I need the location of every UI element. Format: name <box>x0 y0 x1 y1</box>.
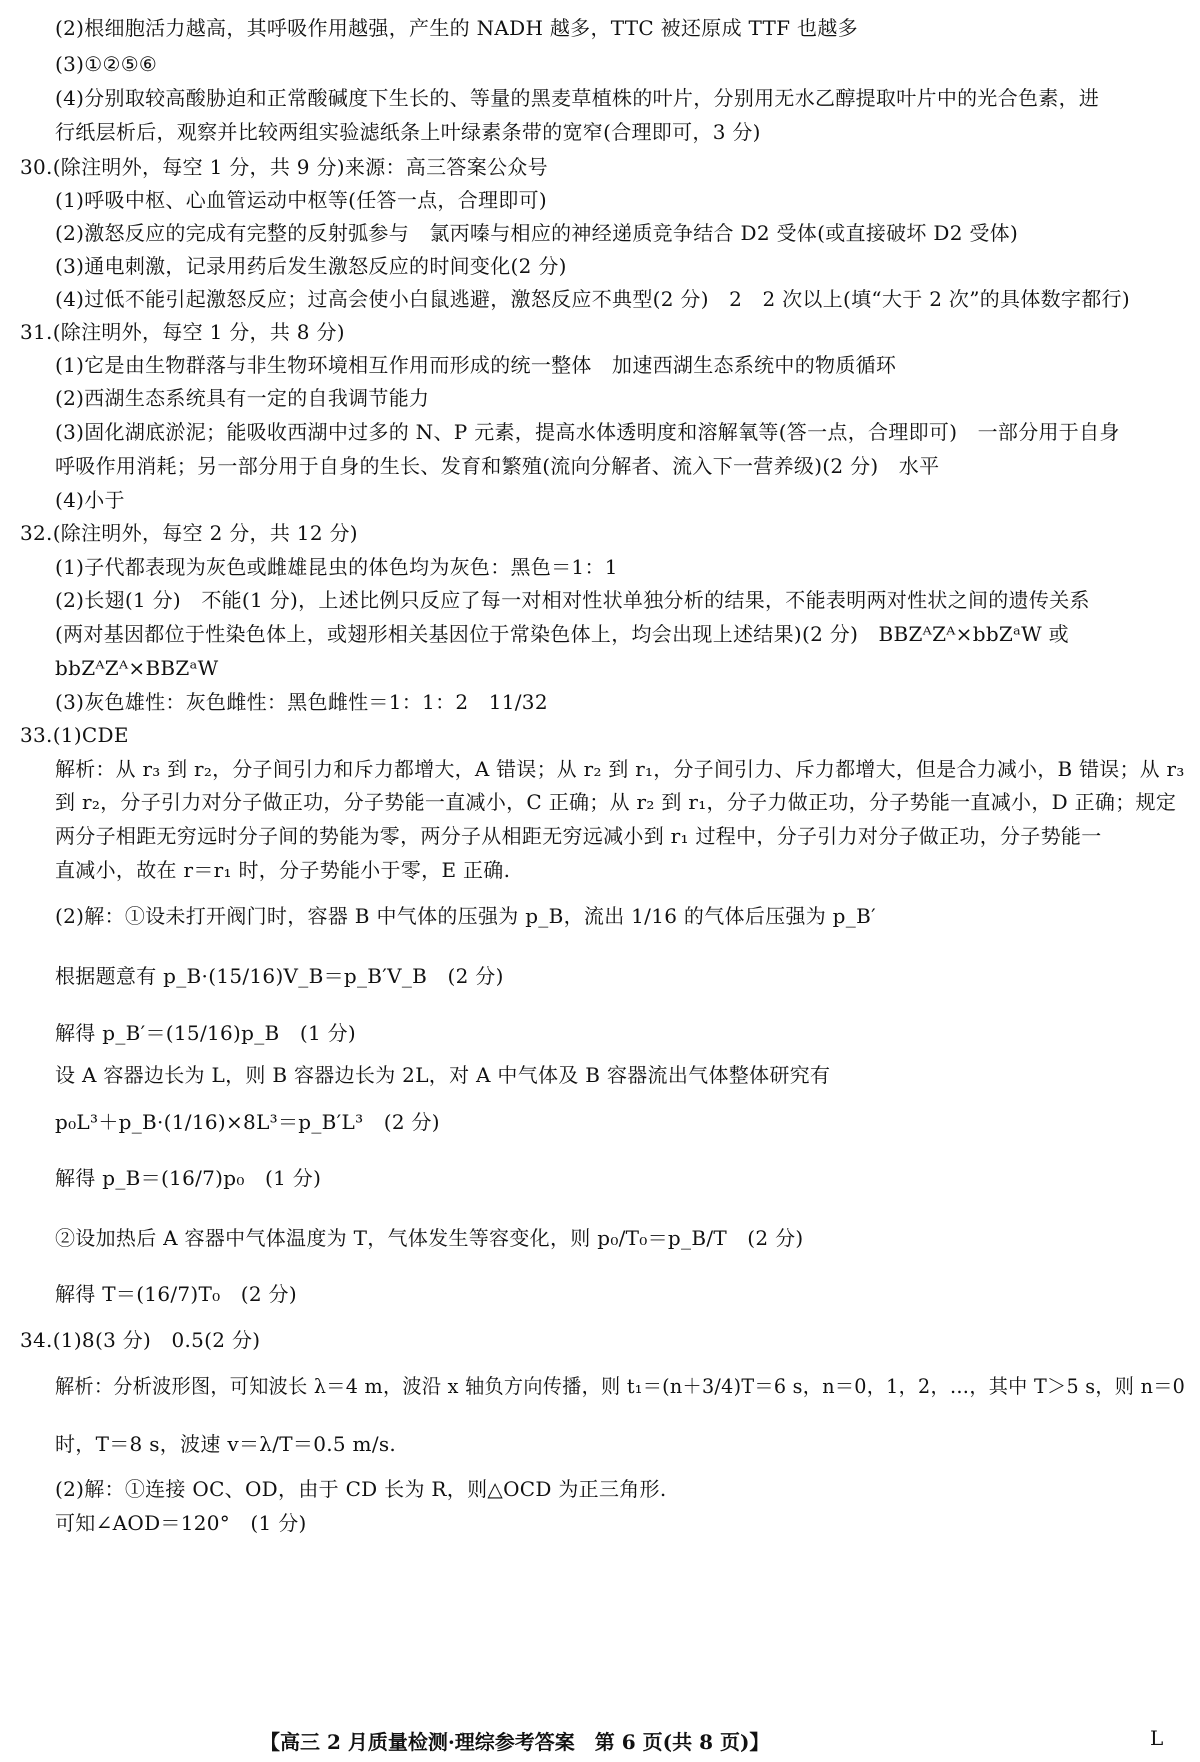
question-heading: 33.(1)CDE <box>20 723 129 747</box>
text-line: (4)过低不能引起激怒反应；过高会使小白鼠逃避，激怒反应不典型(2 分) 2 2 次以上(填“大于 2 次”的具体数字都行) <box>55 287 1130 311</box>
text-line: 解析：分析波形图，可知波长 λ＝4 m，波沿 x 轴负方向传播，则 t₁＝(n＋3/4)T＝6 s，n＝0，1，2，…，其中 T＞5 s，则 n＝0 <box>55 1374 1186 1398</box>
question-heading: 30.(除注明外，每空 1 分，共 9 分)来源：高三答案公众号 <box>20 155 548 179</box>
text-line: (4)小于 <box>55 488 125 512</box>
text-line: 设 A 容器边长为 L，则 B 容器边长为 2L，对 A 中气体及 B 容器流出气体整体研究有 <box>55 1063 831 1087</box>
text-line: ②设加热后 A 容器中气体温度为 T，气体发生等容变化，则 p₀/T₀＝p_B/T (2 分) <box>55 1226 804 1250</box>
text-line: (2)西湖生态系统具有一定的自我调节能力 <box>55 386 430 410</box>
text-line: (3)灰色雄性：灰色雌性：黑色雌性＝1：1：2 11/32 <box>55 690 548 714</box>
text-line: (4)分别取较高酸胁迫和正常酸碱度下生长的、等量的黑麦草植株的叶片，分别用无水乙醇提取叶片中的光合色素，进 <box>55 86 1100 110</box>
text-line: 呼吸作用消耗；另一部分用于自身的生长、发育和繁殖(流向分解者、流入下一营养级)(2 分) 水平 <box>55 454 940 478</box>
text-line: (2)长翅(1 分) 不能(1 分)，上述比例只反应了每一对相对性状单独分析的结果，不能表明两对性状之间的遗传关系 <box>55 588 1090 612</box>
text-line: (2)激怒反应的完成有完整的反射弧参与 氯丙嗪与相应的神经递质竞争结合 D2 受体(或直接破坏 D2 受体) <box>55 221 1019 245</box>
text-line: 到 r₂，分子引力对分子做正功，分子势能一直减小，C 正确；从 r₂ 到 r₁，分子力做正功，分子势能一直减小，D 正确；规定 <box>55 790 1177 814</box>
text-line: bbZᴬZᴬ×BBZᵃW <box>55 656 219 680</box>
text-line: p₀L³＋p_B·(1/16)×8L³＝p_B′L³ (2 分) <box>55 1110 440 1134</box>
text-line: 行纸层析后，观察并比较两组实验滤纸条上叶绿素条带的宽窄(合理即可，3 分) <box>55 120 761 144</box>
text-line: 根据题意有 p_B·(15/16)V_B＝p_B′V_B (2 分) <box>55 964 504 988</box>
question-heading: 32.(除注明外，每空 2 分，共 12 分) <box>20 521 358 545</box>
footer-title: 【高三 2 月质量检测·理综参考答案 第 6 页(共 8 页)】 <box>260 1730 770 1754</box>
text-line: (1)呼吸中枢、心血管运动中枢等(任答一点，合理即可) <box>55 188 548 212</box>
text-line: 可知∠AOD＝120° (1 分) <box>55 1511 307 1535</box>
question-heading: 34.(1)8(3 分) 0.5(2 分) <box>20 1328 261 1352</box>
text-line: 解得 p_B＝(16/7)p₀ (1 分) <box>55 1166 322 1190</box>
text-line: (3)固化湖底淤泥；能吸收西湖中过多的 N、P 元素，提高水体透明度和溶解氧等(答一点，合理即可) 一部分用于自身 <box>55 420 1120 444</box>
text-line: (2)解：①设未打开阀门时，容器 B 中气体的压强为 p_B，流出 1/16 的气体后压强为 p_B′ <box>55 904 876 928</box>
text-line: 时，T＝8 s，波速 v＝λ/T＝0.5 m/s. <box>55 1432 397 1456</box>
text-line: (1)它是由生物群落与非生物环境相互作用而形成的统一整体 加速西湖生态系统中的物质循环 <box>55 353 897 377</box>
text-line: 两分子相距无穷远时分子间的势能为零，两分子从相距无穷远减小到 r₁ 过程中，分子引力对分子做正功，分子势能一 <box>55 824 1102 848</box>
text-line: (1)子代都表现为灰色或雌雄昆虫的体色均为灰色：黑色＝1：1 <box>55 555 618 579</box>
text-line: (2)根细胞活力越高，其呼吸作用越强，产生的 NADH 越多，TTC 被还原成 TTF 也越多 <box>55 16 858 40</box>
text-line: 解析：从 r₃ 到 r₂，分子间引力和斥力都增大，A 错误；从 r₂ 到 r₁，分子间引力、斥力都增大，但是合力减小，B 错误；从 r₃ <box>55 757 1185 781</box>
text-line: (2)解：①连接 OC、OD，由于 CD 长为 R，则△OCD 为正三角形. <box>55 1477 667 1501</box>
text-line: (3)通电刺激，记录用药后发生激怒反应的时间变化(2 分) <box>55 254 567 278</box>
footer-code: L <box>1150 1726 1164 1750</box>
text-line: 直减小，故在 r＝r₁ 时，分子势能小于零，E 正确. <box>55 858 511 882</box>
question-heading: 31.(除注明外，每空 1 分，共 8 分) <box>20 320 345 344</box>
text-line: (两对基因都位于性染色体上，或翅形相关基因位于常染色体上，均会出现上述结果)(2 分) BBZᴬZᴬ×bbZᵃW 或 <box>55 622 1069 646</box>
text-line: 解得 p_B′＝(15/16)p_B (1 分) <box>55 1021 357 1045</box>
text-line: (3)①②⑤⑥ <box>55 52 158 76</box>
text-line: 解得 T＝(16/7)T₀ (2 分) <box>55 1282 297 1306</box>
